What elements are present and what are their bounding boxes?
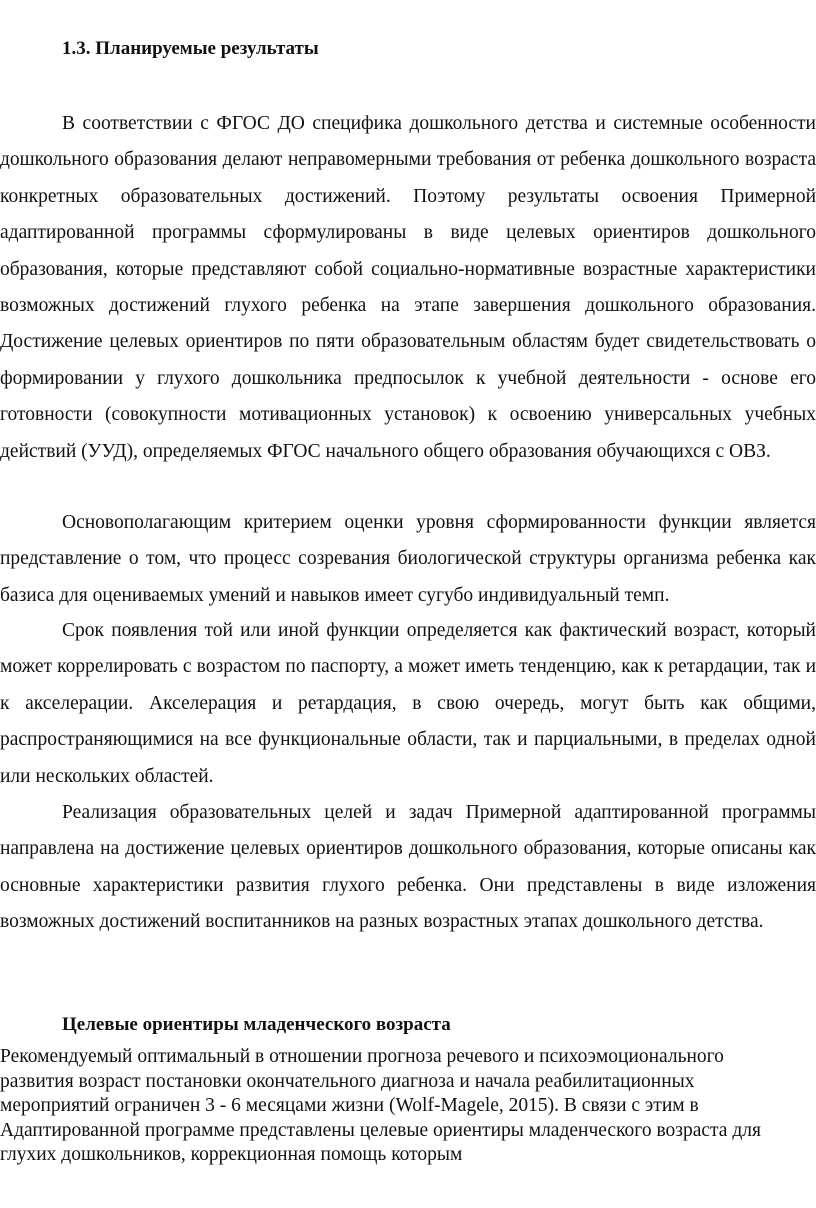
paragraph-evaluation-criterion: Основополагающим критерием оценки уровня сформированности функции является представление о том, что процесс созревания биологической структуры организма ребенка как базиса для оцениваемых умений и навыков имеет сугубо индивидуальный темп. <box>0 512 816 606</box>
paragraph-infant-targets: Рекомендуемый оптимальный в отношении прогноза речевого и психоэмоционального развития возраст постановки окончательного диагноза и начала реабилитационных мероприятий ограничен 3 - 6 месяцами жизни (Wolf-Magele, 2015). В связи с этим в Адаптированной программе представлены целевые ориентиры младенческого возраста для глухих дошкольников, коррекционная помощь которым <box>0 1046 761 1165</box>
section-title: 1.3. Планируемые результаты <box>62 38 319 59</box>
paragraph-results-intro: В соответствии с ФГОС ДО специфика дошкольного детства и системные особенности дошкольного образования делают неправомерными требования от ребенка дошкольного возраста конкретных образовательных достижений. Поэтому результаты освоения Примерной адаптированной программы сформулированы в виде целевых ориентиров дошкольного образования, которые представляют собой социально-нормативные возрастные характеристики возможных достижений глухого ребенка на этапе завершения дошкольного образования. Достижение целевых ориентиров по пяти образовательным областям будет свидетельствовать о формировании у глухого дошкольника предпосылок к учебной деятельности - основе его готовности (совокупности мотивационных установок) к освоению универсальных учебных действий (УУД), определяемых ФГОС начального общего образования обучающихся с ОВЗ. <box>0 113 816 462</box>
paragraph-implementation: Реализация образовательных целей и задач Примерной адаптированной программы направлена на достижение целевых ориентиров дошкольного образования, которые описаны как основные характеристики развития глухого ребенка. Они представлены в виде изложения возможных достижений воспитанников на разных возрастных этапах дошкольного детства. <box>0 802 816 933</box>
subsection-title: Целевые ориентиры младенческого возраста <box>62 1014 451 1035</box>
paragraph-function-onset: Срок появления той или иной функции определяется как фактический возраст, который может коррелировать с возрастом по паспорту, а может иметь тенденцию, как к ретардации, так и к акселерации. Акселерация и ретардация, в свою очередь, могут быть как общими, распространяющимися на все функциональные области, так и парциальными, в пределах одной или нескольких областей. <box>0 620 816 787</box>
